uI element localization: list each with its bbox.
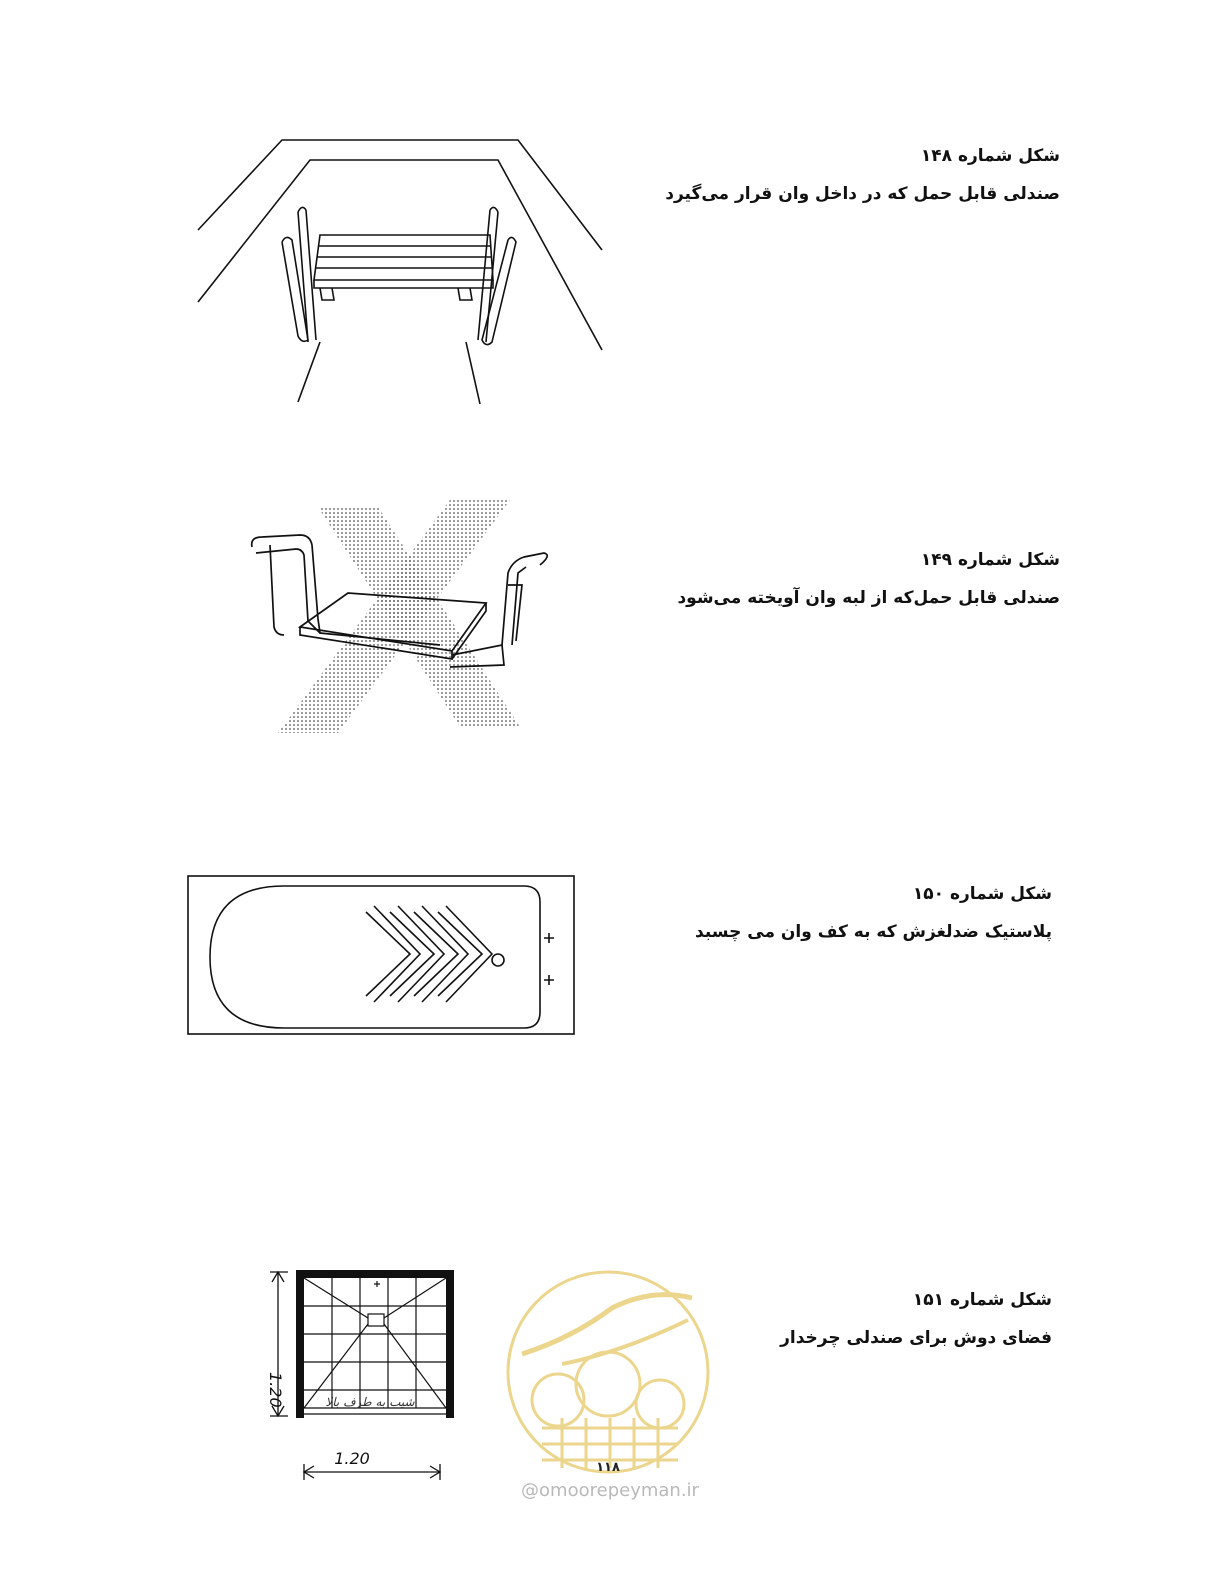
- figure-150-title: شکل شماره ۱۵۰: [912, 884, 1052, 904]
- watermark-url: @omoorepeyman.ir: [521, 1480, 699, 1501]
- page-number: ۱۱۸: [596, 1460, 620, 1475]
- figure-151-title: شکل شماره ۱۵۱: [912, 1290, 1052, 1310]
- figure-151-shower-plan: [240, 1262, 470, 1492]
- figure-148-text: صندلی قابل حمل که در داخل وان قرار می‌گیرد: [665, 184, 1060, 204]
- slope-note: شیب به طرف بالا: [325, 1395, 415, 1409]
- figure-149-text: صندلی قابل حمل‌که از لبه وان آویخته می‌شود: [677, 588, 1060, 608]
- figure-151-text: فضای دوش برای صندلی چرخدار: [780, 1328, 1052, 1348]
- figure-149-caption: [640, 550, 1060, 608]
- figure-148-tub-seat: [190, 130, 610, 410]
- dimension-width: 1.20: [334, 1449, 370, 1468]
- figure-149-hanging-seat: [240, 495, 560, 740]
- figure-150-antislip-mat: [184, 872, 578, 1040]
- figure-148-caption: [640, 146, 1060, 204]
- figure-148-title: شکل شماره ۱۴۸: [920, 146, 1060, 166]
- figure-149-title: شکل شماره ۱۴۹: [920, 550, 1060, 570]
- dimension-depth: 1.20: [266, 1372, 285, 1408]
- figure-150-caption: [640, 884, 1052, 942]
- figure-150-text: پلاستیک ضدلغزش که به کف وان می چسبد: [695, 922, 1052, 942]
- figure-151-caption: [640, 1290, 1052, 1348]
